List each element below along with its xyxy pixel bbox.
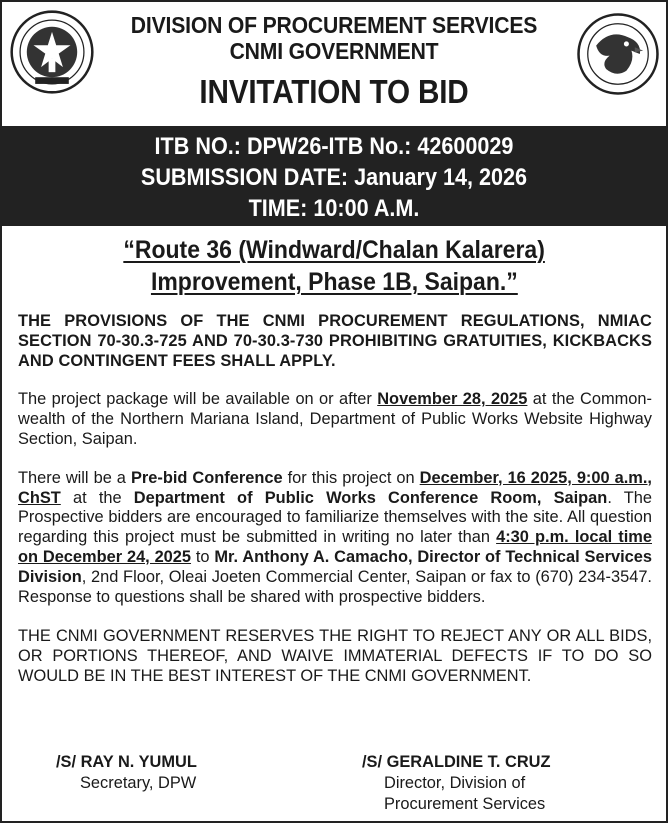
- conference-text-6: , 2nd Floor, Oleai Joeten Commercial Center, Saipan or fax to (670) 234-3547. Response to questions shall be shared with prospective bidders.: [18, 567, 652, 606]
- reservation-paragraph: THE CNMI GOVERNMENT RESERVES THE RIGHT TO REJECT ANY OR ALL BIDS, OR PORTIONS THEREOF, AND WAIVE IMMATERIAL DEFECTS IF TO DO SO WOULD BE IN THE BEST INTEREST OF THE CNMI GOVERNMENT.: [18, 627, 652, 685]
- provisions-paragraph: THE PROVISIONS OF THE CNMI PROCUREMENT REGULATIONS, NMIAC SECTION 70-30.3-725 AND 70-30.3-730 PROHIBITING GRATUITIES, KICKBACKS AND CONTINGENT FEES SHALL APPLY.: [18, 312, 652, 370]
- project-title-line2: Improvement, Phase 1B, Saipan.”: [150, 268, 518, 296]
- contact-person: Mr. Anthony A. Camacho, Director of Technical Services Division: [18, 547, 652, 586]
- itb-banner: [2, 126, 666, 226]
- notice-title: INVITATION TO BID: [199, 73, 469, 110]
- availability-text-1: The project package will be available on or after: [18, 390, 378, 409]
- availability-date: November 28, 2025: [377, 390, 528, 409]
- submission-date: SUBMISSION DATE: January 14, 2026: [140, 164, 528, 191]
- conference-text-2: for this project on: [282, 468, 420, 487]
- question-deadline: 4:30 p.m. local time on December 24, 2025: [18, 528, 652, 566]
- itb-number: ITB NO.: DPW26-ITB No.: 42600029: [154, 133, 514, 160]
- notice-body: [2, 312, 666, 687]
- division-name: DIVISION OF PROCUREMENT SERVICES: [130, 12, 538, 38]
- signer-title-line2: Procurement Services: [384, 795, 546, 813]
- conference-paragraph: [18, 469, 652, 608]
- project-title-line1: “Route 36 (Windward/Chalan Kalarera): [123, 236, 545, 264]
- conference-text-5: to: [191, 547, 215, 566]
- header-text: [2, 2, 666, 112]
- conference-location: Department of Public Works Conference Room, Saipan: [133, 488, 608, 507]
- department-of-finance-seal-icon: [576, 12, 660, 96]
- signer-title: Secretary, DPW: [80, 774, 197, 792]
- conference-text-3: at the: [60, 488, 134, 507]
- submission-time: TIME: 10:00 A.M.: [248, 195, 420, 222]
- conference-text-1: There will be a: [18, 468, 131, 487]
- availability-text-2: at the Common-wealth of the Northern Mariana Island, Department of Public Works Website Highway Section, Saipan.: [18, 390, 652, 448]
- signer-name: /S/ GERALDINE T. CRUZ: [362, 753, 551, 771]
- government-name: CNMI GOVERNMENT: [229, 38, 439, 64]
- signer-name: /S/ RAY N. YUMUL: [56, 753, 197, 771]
- signature-procurement: [362, 752, 551, 815]
- signature-block: [2, 744, 666, 814]
- signer-title-line1: Director, Division of: [384, 774, 526, 792]
- pre-bid-label: Pre-bid Conference: [130, 468, 283, 487]
- project-title: [2, 234, 666, 298]
- conference-datetime: December, 16 2025, 9:00 a.m., ChST: [18, 468, 652, 507]
- signature-dpw: [56, 752, 197, 794]
- availability-paragraph: [18, 390, 652, 449]
- notice-header: [2, 2, 666, 126]
- conference-text-4: . The Prospective bidders are encouraged to familiarize themselves with the site. All question regarding this project must be submitted in writing no later than: [18, 488, 652, 547]
